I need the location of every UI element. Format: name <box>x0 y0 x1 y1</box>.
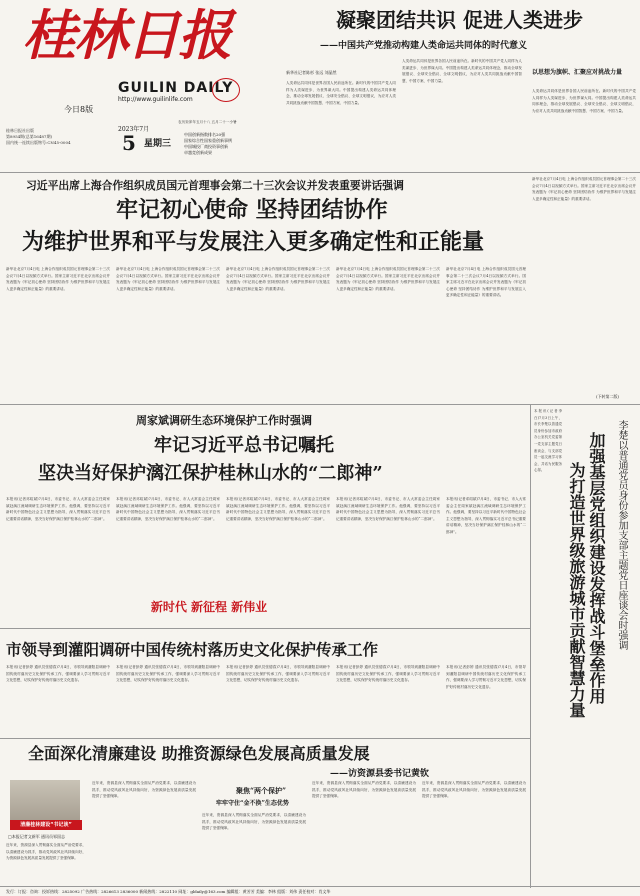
focus-title: 聚焦“两个保护” <box>236 786 287 795</box>
lead-continued[interactable]: (下转第二版) <box>596 394 620 399</box>
feature-item: 中国城投厂商投资事创新 <box>184 144 228 149</box>
lead-body-col2: 新华社北京7月4日电 上海合作组织成员国元首理事会第二十三次会议7月4日以视频方式举行。国家主席习近平在北京出席会议并发表题为《牢记初心使命 坚持团结协作 为维护世界和平与发展注入更多确定性和正能量》的重要讲话。 <box>116 267 220 291</box>
lead-body-col4: 新华社北京7月4日电 上海合作组织成员国元首理事会第二十三次会议7月4日以视频方式举行。国家主席习近平在北京出席会议并发表题为《牢记初心使命 坚持团结协作 为维护世界和平与发展注入更多确定性和正能量》的重要讲话。 <box>336 267 440 291</box>
right-kicker: 李楚以普通党员身份参加支部主题党日座谈会时强调 <box>616 420 627 650</box>
river-headline-1: 牢记习近平总书记嘱托 <box>154 435 334 456</box>
divider <box>0 628 530 629</box>
portrait-photo <box>10 780 80 820</box>
feature-list <box>184 132 284 156</box>
footer-divider <box>0 886 640 887</box>
top-right-byline: 新华社记者陈杉 张远 刘晶然 <box>286 70 337 75</box>
top-right-headline: 凝聚团结共识 促进人类进步 <box>336 8 583 32</box>
top-right-body-col2: 人类命运共同体是世界各国人民前途所在。新时代的中国共产党人同样为人类谋进步、为世界谋大同。中国提出构建人类命运共同体理念，推动全球发展倡议、全球安全倡议、全球文明倡议，为应对人类共同挑战贡献中国智慧、中国方案、中国力量。 <box>402 59 522 83</box>
page-label: 今日8版 <box>64 105 94 114</box>
masthead-title: 桂林日报 <box>22 3 230 67</box>
feature-item: 中国创新指数排名20强 <box>184 132 226 137</box>
date-year-month: 2023年7月 <box>118 126 150 133</box>
village-body-col2: 本报讯(记者彭婷 通讯员张德春)7月4日，市领导到灌阳县调研中国传统村落历史文化保护传承工作，强调要深入学习贯彻习近平文化思想，切实保护好传统村落历史文化遗存。 <box>116 665 220 683</box>
publisher-line: 第8954期(总第16487期) <box>6 134 53 139</box>
lead-body-col1: 新华社北京7月4日电 上海合作组织成员国元首理事会第二十三次会议7月4日以视频方式举行。国家主席习近平在北京出席会议并发表题为《牢记初心使命 坚持团结协作 为维护世界和平与发展注入更多确定性和正能量》的重要讲话。 <box>6 267 110 291</box>
top-right-body-col3: 人类命运共同体是世界各国人民前途所在。新时代的中国共产党人同样为人类谋进步、为世界谋大同。中国提出构建人类命运共同体理念，推动全球发展倡议、全球安全倡议、全球文明倡议，为应对人类共同挑战贡献中国智慧、中国方案、中国力量。 <box>532 89 636 113</box>
village-body-col5: 本报讯(记者彭婷 通讯员张德春)7月4日，市领导到灌阳县调研中国传统村落历史文化保护传承工作，强调要深入学习贯彻习近平文化思想，切实保护好传统村落历史文化遗存。 <box>446 665 526 689</box>
resource-byline: □本报记者文新军 通讯员邹国志 <box>8 834 66 839</box>
lead-body-col6: 新华社北京7月4日电 上海合作组织成员国元首理事会第二十三次会议7月4日以视频方式举行。国家主席习近平在北京出席会议并发表题为《牢记初心使命 坚持团结协作 为维护世界和平与发展注入更多确定性和正能量》的重要讲话。 <box>532 177 636 201</box>
river-body-col4: 本报讯(记者邓绍斌)7月4日，市委书记、市人大常委会主任周家斌赴漓江流域调研生态环境保护工作。他强调，要坚持以习近平新时代中国特色社会主义思想为指导，深入贯彻落实习近平总书记重要讲话精神，坚决当好保护漓江保护桂林山水的“二郎神”。 <box>336 497 440 521</box>
masthead-logo-icon <box>212 78 240 102</box>
river-body-col5: 本报讯(记者邓绍斌)7月4日，市委书记、市人大常委会主任周家斌赴漓江流域调研生态环境保护工作。他强调，要坚持以习近平新时代中国特色社会主义思想为指导，深入贯彻落实习近平总书记重要讲话精神，坚决当好保护漓江保护桂林山水的“二郎神”。 <box>446 497 526 534</box>
footer-info: 发行：订报：咨询：投诉热线：2825092 广告热线：2826613 2836000 新闻热线：2822110 网址：gldaily@163.com 编辑组：黄芳芳 美编：李林 组版：刘伟 责任校对：肖文华 <box>6 889 331 894</box>
publisher-line: 国内统一连续出版物号:CN45-0004 <box>6 140 71 145</box>
lead-kicker: 习近平出席上海合作组织成员国元首理事会第二十三次会议并发表重要讲话强调 <box>26 179 404 192</box>
river-headline-2: 坚决当好保护漓江保护桂林山水的“二郎神” <box>38 463 383 484</box>
lead-body-col3: 新华社北京7月4日电 上海合作组织成员国元首理事会第二十三次会议7月4日以视频方式举行。国家主席习近平在北京出席会议并发表题为《牢记初心使命 坚持团结协作 为维护世界和平与发展注入更多确定性和正能量》的重要讲话。 <box>226 267 330 291</box>
top-right-body: 人类命运共同体是世界各国人民前途所在。新时代的中国共产党人同样为人类谋进步、为世界谋大同。中国提出构建人类命运共同体理念，推动全球发展倡议、全球安全倡议、全球文明倡议，为应对人类共同挑战贡献中国智慧、中国方案、中国力量。 <box>286 81 396 105</box>
lead-headline-2: 为维护世界和平与发展注入更多确定性和正能量 <box>22 229 485 255</box>
village-body-col1: 本报讯(记者彭婷 通讯员张德春)7月4日，市领导到灌阳县调研中国传统村落历史文化保护传承工作，强调要深入学习贯彻习近平文化思想，切实保护好传统村落历史文化遗存。 <box>6 665 110 683</box>
village-body-col3: 本报讯(记者彭婷 通讯员张德春)7月4日，市领导到灌阳县调研中国传统村落历史文化保护传承工作，强调要深入学习贯彻习近平文化思想，切实保护好传统村落历史文化遗存。 <box>226 665 330 683</box>
resource-subhead: ——访资源县委书记黄钦 <box>330 769 430 779</box>
resource-body-col5: 近年来，资源县深入贯彻落实全面从严治党要求，以清廉建设为抓手，推动党风政风社风持续向好，为资源绿色发展高质量发展提供了坚强保障。 <box>422 781 526 799</box>
focus-subtitle: 牢牢守住“金不换”生态优势 <box>216 800 289 807</box>
divider <box>0 404 640 405</box>
column-divider <box>530 404 531 888</box>
resource-body-col2: 近年来，资源县深入贯彻落实全面从严治党要求，以清廉建设为抓手，推动党风政风社风持续向好，为资源绿色发展高质量发展提供了坚强保障。 <box>92 781 196 799</box>
right-headline-col2: 为打造世界级旅游城市贡献智慧力量 <box>567 462 586 718</box>
date-day: 5 <box>122 131 136 155</box>
publisher-line: 桂林日报社出版 <box>6 128 34 133</box>
slogan-banner: 新时代 新征程 新伟业 <box>150 600 268 614</box>
river-body-col3: 本报讯(记者邓绍斌)7月4日，市委书记、市人大常委会主任周家斌赴漓江流域调研生态环境保护工作。他强调，要坚持以习近平新时代中国特色社会主义思想为指导，深入贯彻落实习近平总书记重要讲话精神，坚决当好保护漓江保护桂林山水的“二郎神”。 <box>226 497 330 521</box>
village-body-col4: 本报讯(记者彭婷 通讯员张德春)7月4日，市领导到灌阳县调研中国传统村落历史文化保护传承工作，强调要深入学习贯彻习近平文化思想，切实保护好传统村落历史文化遗存。 <box>336 665 440 683</box>
feature-item: 国家综合性国家重创新事例 <box>184 138 232 143</box>
masthead-url[interactable]: http://www.guilinlife.com <box>118 96 193 103</box>
river-body-col1: 本报讯(记者邓绍斌)7月4日，市委书记、市人大常委会主任周家斌赴漓江流域调研生态环境保护工作。他强调，要坚持以习近平新时代中国特色社会主义思想为指导，深入贯彻落实习近平总书记重要讲话精神，坚决当好保护漓江保护桂林山水的“二郎神”。 <box>6 497 110 521</box>
lunar-date: 农历癸卯年五月十八 五月二十一小暑 <box>178 120 237 124</box>
resource-body-col1: 近年来，资源县深入贯彻落实全面从严治党要求，以清廉建设为抓手，推动党风政风社风持续向好，为资源绿色发展高质量发展提供了坚强保障。 <box>6 843 86 861</box>
weekday: 星期三 <box>144 139 172 149</box>
lead-body-col5: 新华社北京7月4日电 上海合作组织成员国元首理事会第二十三次会议7月4日以视频方式举行。国家主席习近平在北京出席会议并发表题为《牢记初心使命 坚持团结协作 为维护世界和平与发展注入更多确定性和正能量》的重要讲话。 <box>446 267 526 298</box>
top-right-subhead: ——中国共产党推动构建人类命运共同体的时代意义 <box>320 41 528 51</box>
resource-headline: 全面深化清廉建设 助推资源绿色发展高质量发展 <box>28 744 370 763</box>
publisher-info <box>6 128 96 146</box>
village-headline: 市领导到灌阳调研中国传统村落历史文化保护传承工作 <box>6 640 379 659</box>
right-headline-col1: 加强基层党组织建设发挥战斗堡垒作用 <box>587 432 606 704</box>
river-kicker: 周家斌调研生态环境保护工作时强调 <box>136 414 312 427</box>
masthead-english: GUILIN DAILY <box>118 80 234 96</box>
column-label-badge: 清廉桂林建设“书记谈” <box>10 820 82 830</box>
divider <box>0 738 530 739</box>
resource-body-col3: 近年来，资源县深入贯彻落实全面从严治党要求，以清廉建设为抓手，推动党风政风社风持续向好，为资源绿色发展高质量发展提供了坚强保障。 <box>202 813 306 831</box>
right-body-col1: 本报讯(记者李白)7月3日上午，市长李楚以普通党员身份参加市政府办公室机关党委第一党支部主题党日座谈会，与支部党员一起交流学习体会，共话为民服务心得。 <box>534 409 562 473</box>
feature-item: 卓越竞创新成果 <box>184 150 212 155</box>
date-box <box>100 120 180 160</box>
divider <box>0 172 640 173</box>
river-body-col2: 本报讯(记者邓绍斌)7月4日，市委书记、市人大常委会主任周家斌赴漓江流域调研生态环境保护工作。他强调，要坚持以习近平新时代中国特色社会主义思想为指导，深入贯彻落实习近平总书记重要讲话精神，坚决当好保护漓江保护桂林山水的“二郎神”。 <box>116 497 220 521</box>
resource-body-col4: 近年来，资源县深入贯彻落实全面从严治党要求，以清廉建设为抓手，推动党风政风社风持续向好，为资源绿色发展高质量发展提供了坚强保障。 <box>312 781 416 799</box>
top-right-column-title: 以思想为旗帜、汇聚应对挑战力量 <box>532 69 623 76</box>
lead-headline-1: 牢记初心使命 坚持团结协作 <box>116 197 388 223</box>
